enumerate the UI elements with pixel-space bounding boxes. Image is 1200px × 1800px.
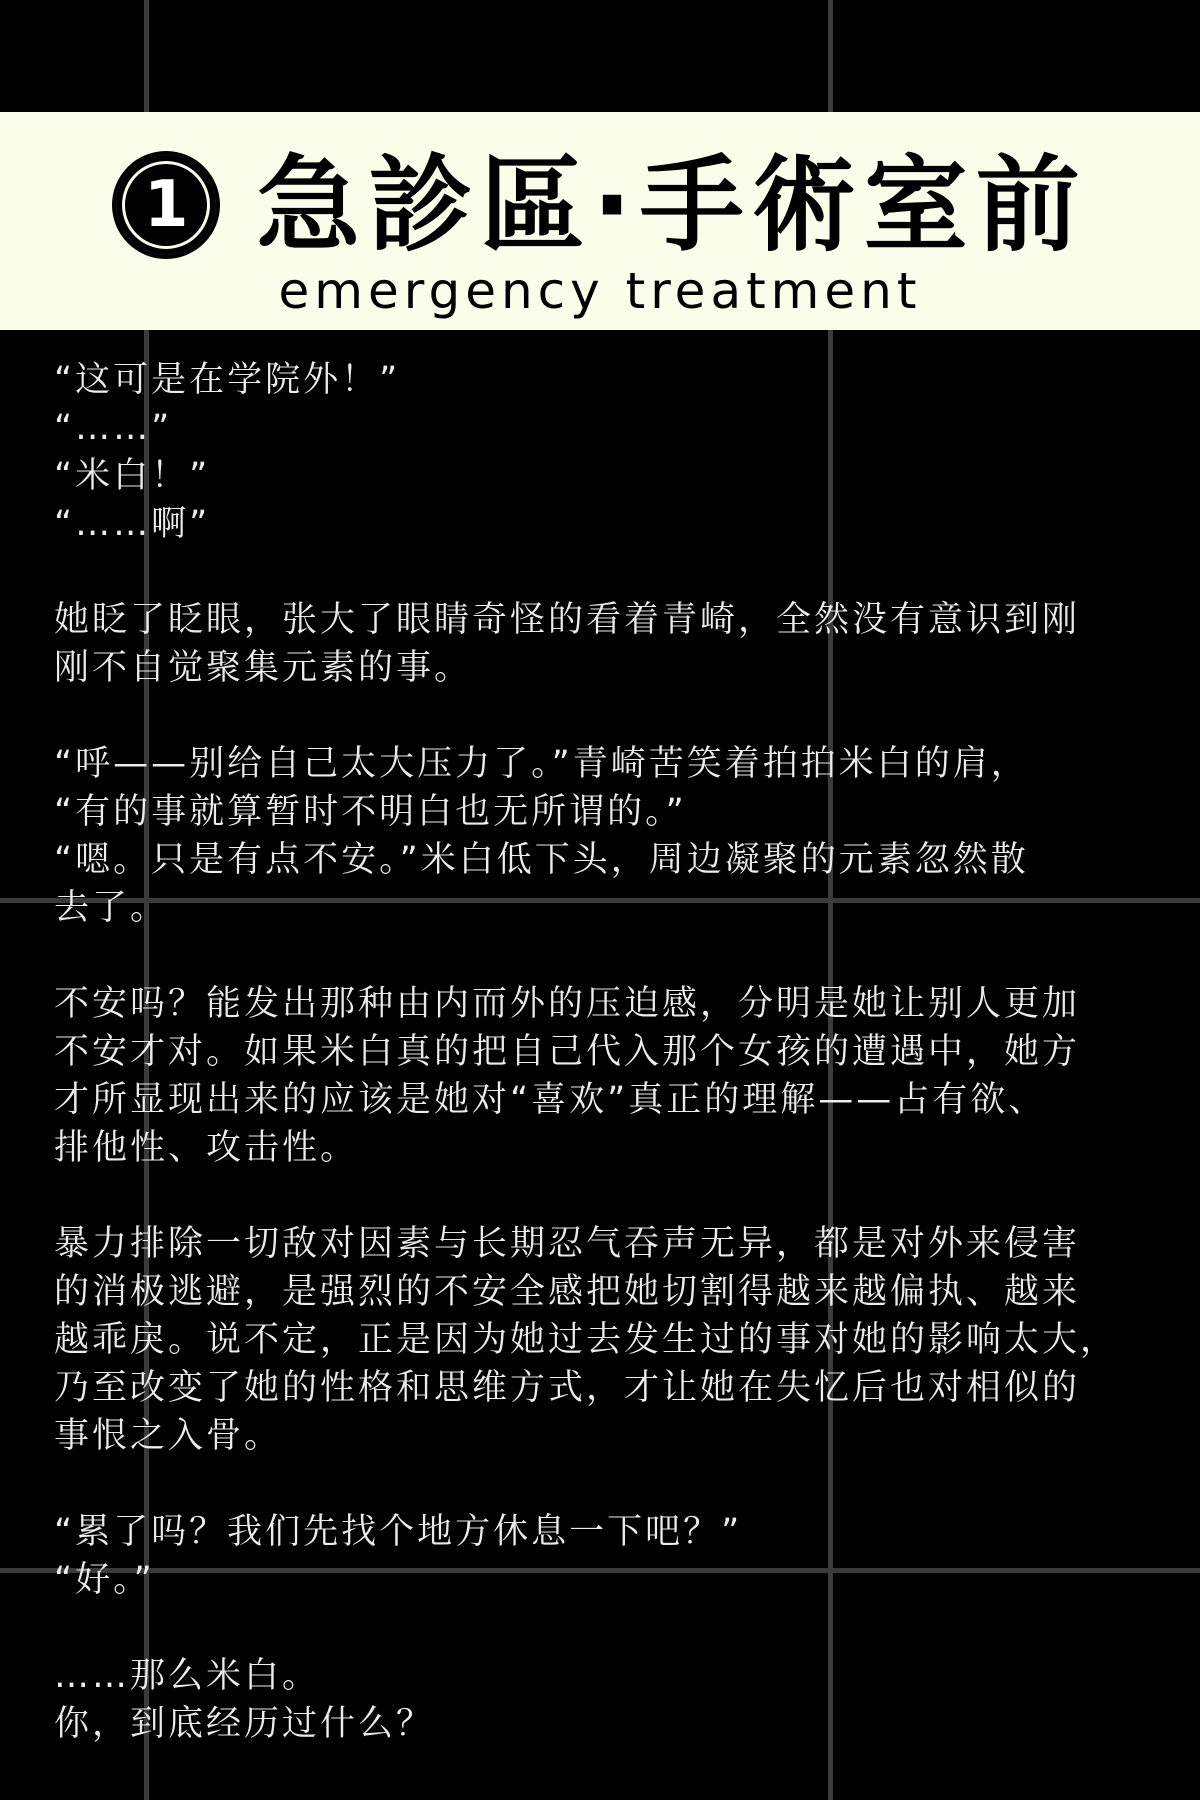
text-line: 的消极逃避，是强烈的不安全感把她切割得越来越偏执、越来 xyxy=(54,1272,1081,1312)
text-line: 不安吗？能发出那种由内而外的压迫感，分明是她让别人更加 xyxy=(54,984,1081,1024)
text-line: 越乖戾。说不定，正是因为她过去发生过的事对她的影响太大， xyxy=(54,1320,1119,1360)
text-line: 暴力排除一切敌对因素与长期忍气吞声无异，都是对外来侵害 xyxy=(54,1224,1081,1264)
chapter-title: 急診區·手術室前 xyxy=(256,144,1088,266)
text-line: 去了。 xyxy=(54,888,169,928)
text-line: “累了吗？我们先找个地方休息一下吧？” xyxy=(54,1512,743,1552)
blank-line xyxy=(54,932,1174,980)
text-line: “米白！” xyxy=(54,456,211,496)
text-line: 乃至改变了她的性格和思维方式，才让她在失忆后也对相似的 xyxy=(54,1368,1081,1408)
text-line: 事恨之入骨。 xyxy=(54,1416,283,1456)
chapter-number-badge: 1 xyxy=(112,151,220,259)
text-line: “有的事就算暂时不明白也无所谓的。” xyxy=(54,792,687,832)
text-line: “……” xyxy=(54,408,173,448)
text-line: 排他性、攻击性。 xyxy=(54,1128,359,1168)
blank-line xyxy=(54,1604,1174,1652)
blank-line xyxy=(54,692,1174,740)
text-line: 刚不自觉聚集元素的事。 xyxy=(54,648,473,688)
text-line: ……那么米白。 xyxy=(54,1656,321,1696)
blank-line xyxy=(54,548,1174,596)
text-line: 不安才对。如果米白真的把自己代入那个女孩的遭遇中，她方 xyxy=(54,1032,1081,1072)
text-line: “呼——别给自己太大压力了。”青崎苦笑着拍拍米白的肩， xyxy=(54,744,1029,784)
title-row xyxy=(0,140,1200,270)
text-line: 她眨了眨眼，张大了眼睛奇怪的看着青崎，全然没有意识到刚 xyxy=(54,600,1081,640)
chapter-subtitle: emergency treatment xyxy=(278,262,922,320)
blank-line xyxy=(54,1172,1174,1220)
text-line: “这可是在学院外！” xyxy=(54,360,401,400)
chapter-header xyxy=(0,112,1200,330)
blank-line xyxy=(54,1460,1174,1508)
text-line: 才所显现出来的应该是她对“喜欢”真正的理解——占有欲、 xyxy=(54,1080,1047,1120)
text-line: 你，到底经历过什么？ xyxy=(54,1704,435,1744)
text-line: “……啊” xyxy=(54,504,211,544)
text-line: “好。” xyxy=(54,1560,155,1600)
story-text xyxy=(54,356,1174,1748)
text-line: “嗯。只是有点不安。”米白低下头，周边凝聚的元素忽然散 xyxy=(54,840,1029,880)
